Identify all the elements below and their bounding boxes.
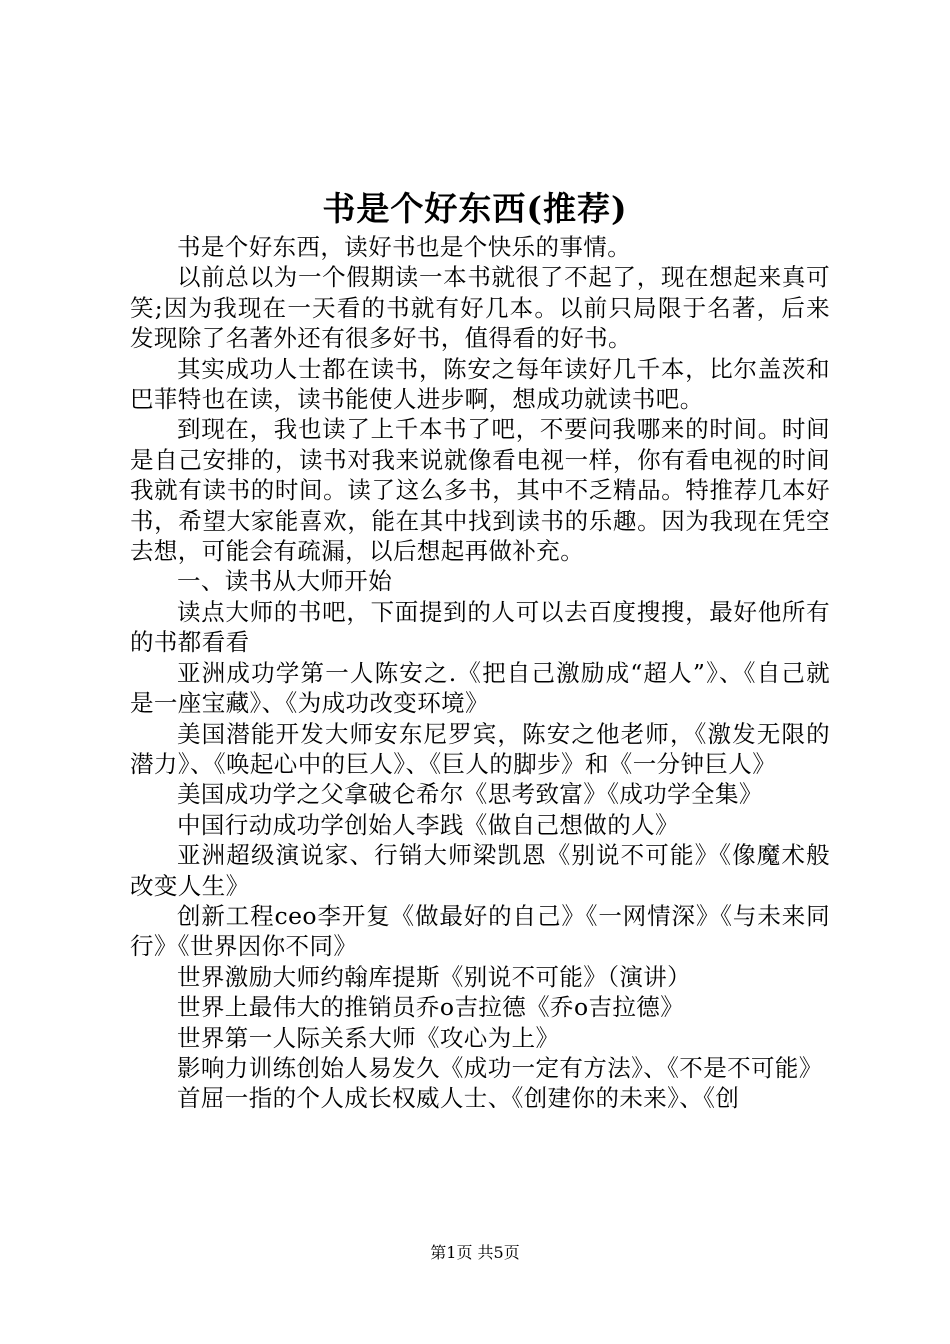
paragraph: 创新工程ceo李开复《做最好的自己》《一网情深》《与未来同行》《世界因你不同》 <box>130 901 830 961</box>
section-heading: 一、读书从大师开始 <box>177 567 393 596</box>
paragraph: 中国行动成功学创始人李践《做自己想做的人》 <box>177 810 679 839</box>
paragraph: 读点大师的书吧，下面提到的人可以去百度搜搜，最好他所有的书都看看 <box>130 597 830 657</box>
paragraph: 书是个好东西，读好书也是个快乐的事情。 <box>177 233 632 261</box>
page-title: 书是个好东西(推荐) <box>322 189 628 228</box>
paragraph: 亚洲超级演说家、行销大师梁凯恩《别说不可能》《像魔术般改变人生》 <box>130 841 830 900</box>
paragraph: 世界上最伟大的推销员乔o吉拉德《乔o吉拉德》 <box>177 993 685 1022</box>
document-body <box>130 232 830 1114</box>
paragraph: 美国潜能开发大师安东尼罗宾，陈安之他老师，《激发无限的潜力》、《唤起心中的巨人》、《巨人的脚步》和《一分钟巨人》 <box>130 719 830 778</box>
paragraph: 世界第一人际关系大师《攻心为上》 <box>177 1023 560 1052</box>
paragraph: 到现在，我也读了上千本书了吧，不要问我哪来的时间。时间是自己安排的，读书对我来说就像看电视一样，你有看电视的时间我就有读书的时间。读了这么多书，其中不乏精品。特推荐几本好书，希望大家能喜欢，能在其中找到读书的乐趣。因为我现在凭空去想，可能会有疏漏，以后想起再做补充。 <box>130 415 830 566</box>
paragraph: 亚洲成功学第一人陈安之.《把自己激励成“超人”》、《自己就是一座宝藏》、《为成功改变环境》 <box>130 658 830 718</box>
paragraph: 美国成功学之父拿破仑希尔《思考致富》《成功学全集》 <box>177 780 763 809</box>
paragraph: 影响力训练创始人易发久《成功一定有方法》、《不是不可能》 <box>177 1053 823 1082</box>
paragraph: 首屈一指的个人成长权威人士、《创建你的未来》、《创 <box>177 1084 740 1113</box>
page-footer: 第1页 共5页 <box>430 1243 520 1262</box>
paragraph: 其实成功人士都在读书，陈安之每年读好几千本，比尔盖茨和巴菲特也在读，读书能使人进步啊，想成功就读书吧。 <box>130 354 830 414</box>
paragraph: 世界激励大师约翰库提斯《别说不可能》（演讲） <box>177 962 692 991</box>
paragraph: 以前总以为一个假期读一本书就很了不起了，现在想起来真可笑;因为我现在一天看的书就有好几本。以前只局限于名著，后来发现除了名著外还有很多好书，值得看的好书。 <box>130 263 830 353</box>
